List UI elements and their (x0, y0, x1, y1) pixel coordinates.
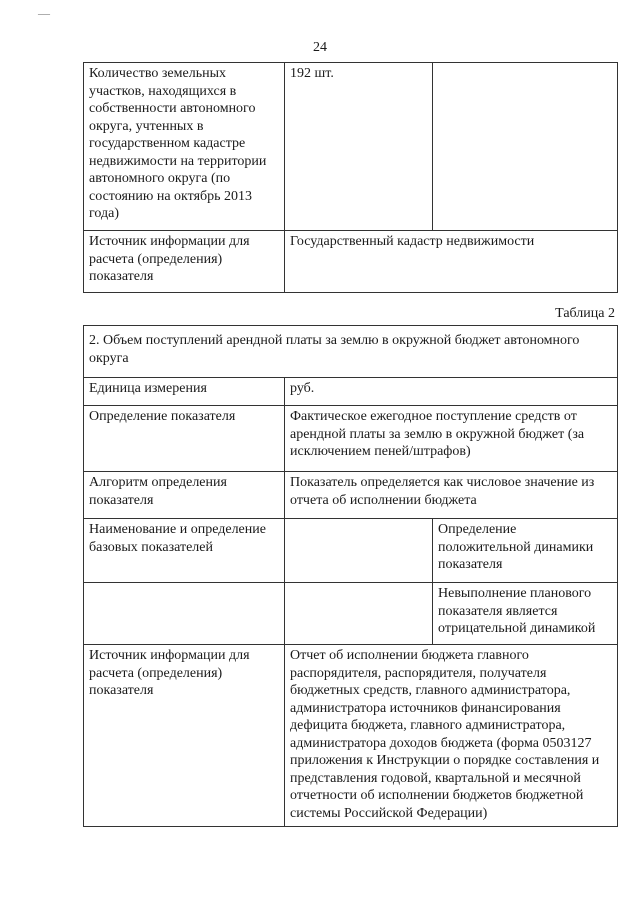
table-row (84, 645, 618, 827)
row-label: Источник информации для расчета (определения) показателя (84, 231, 285, 293)
table-row (84, 406, 618, 472)
row-label: Определение показателя (84, 406, 285, 472)
table-caption: Таблица 2 (555, 306, 615, 321)
table-row (84, 326, 618, 378)
empty-cell (433, 63, 618, 231)
table-row (84, 231, 618, 293)
row-label: Алгоритм определения показателя (84, 472, 285, 519)
table-row (84, 472, 618, 519)
negative-dynamics-cell: Невыполнение планового показателя является отрицательной динамикой (433, 583, 618, 645)
indicator-table-2 (83, 325, 618, 827)
row-label: Количество земельных участков, находящихся в собственности автономного округа, учтенных в государственном кадастре недвижимости на территории автономного округа (по состоянию на октябрь 2013 года) (84, 63, 285, 231)
table-row (84, 378, 618, 406)
empty-cell (285, 519, 433, 583)
table-row (84, 583, 618, 645)
indicator-table-1 (83, 62, 618, 293)
row-label: Наименование и определение базовых показателей (84, 519, 285, 583)
page-number: 24 (313, 40, 327, 55)
empty-cell (84, 583, 285, 645)
row-value: Отчет об исполнении бюджета главного распорядителя, распорядителя, получателя бюджетных средств, главного администратора, администратора источников финансирования дефицита бюджета, главного администратора, администратора доходов бюджета (форма 0503127 приложения к Инструкции о порядке составления и представления годовой, квартальной и месячной отчетности об исполнении бюджетов бюджетной системы Российской Федерации) (285, 645, 618, 827)
table-row (84, 63, 618, 231)
row-label: Источник информации для расчета (определения) показателя (84, 645, 285, 827)
positive-dynamics-cell: Определение положительной динамики показателя (433, 519, 618, 583)
row-value: руб. (285, 378, 618, 406)
row-value: 192 шт. (285, 63, 433, 231)
row-value: Фактическое ежегодное поступление средств от арендной платы за землю в окружной бюджет (за исключением пеней/штрафов) (285, 406, 618, 472)
corner-mark: — (38, 6, 50, 20)
empty-cell (285, 583, 433, 645)
row-value: Показатель определяется как числовое значение из отчета об исполнении бюджета (285, 472, 618, 519)
table-row (84, 519, 618, 583)
row-value: Государственный кадастр недвижимости (285, 231, 618, 293)
row-label: Единица измерения (84, 378, 285, 406)
section-title: 2. Объем поступлений арендной платы за землю в окружной бюджет автономного округа (84, 326, 618, 378)
